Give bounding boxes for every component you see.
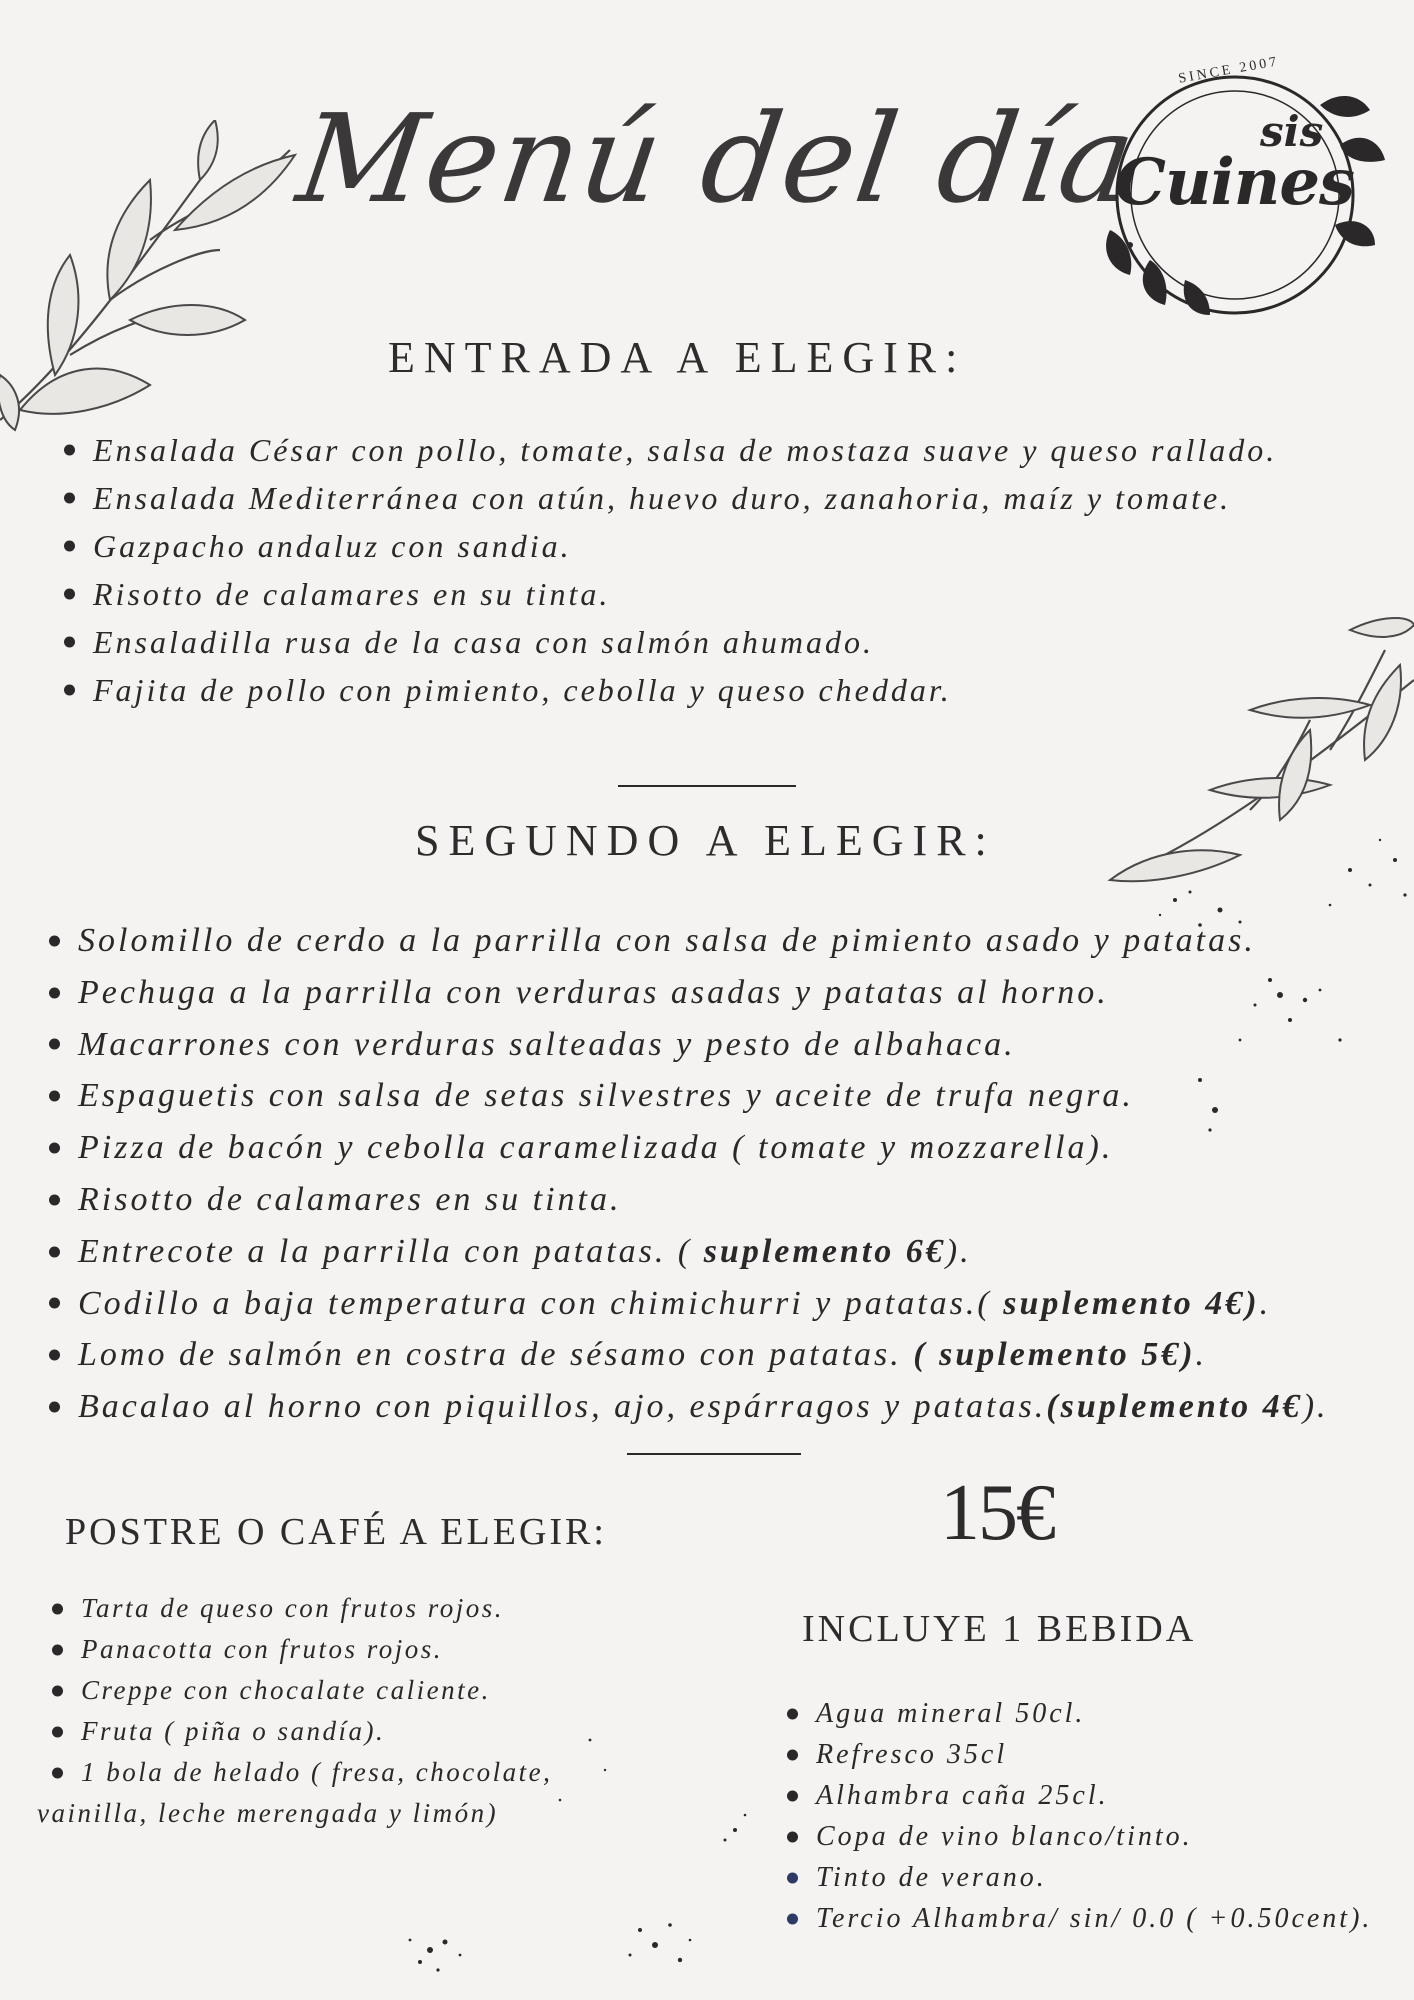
list-item: Creppe con chocalate caliente. — [81, 1670, 552, 1711]
list-item: Panacotta con frutos rojos. — [81, 1629, 552, 1670]
list-item: Alhambra caña 25cl. — [816, 1775, 1372, 1816]
item-tail: ). — [1302, 1388, 1329, 1426]
list-item: Ensaladilla rusa de la casa con salmón ahumado. — [93, 618, 1277, 666]
list-item — [78, 1329, 1329, 1381]
supplement: suplemento 6€ — [703, 1232, 946, 1270]
item-text: Bacalao al horno con piquillos, ajo, espárragos y patatas. — [78, 1388, 1047, 1426]
list-item: Refresco 35cl — [816, 1734, 1372, 1775]
list-item — [78, 915, 1329, 967]
divider — [618, 785, 796, 787]
list-item: Tinto de verano. — [816, 1857, 1372, 1898]
menu-price: 15€ — [940, 1469, 1054, 1557]
list-item: Fajita de pollo con pimiento, cebolla y queso cheddar. — [93, 666, 1277, 714]
item-text: Macarrones con verduras salteadas y pesto de albahaca. — [78, 1025, 1016, 1063]
segundo-list — [78, 915, 1329, 1433]
entrada-heading: ENTRADA A ELEGIR: — [388, 333, 967, 382]
list-item: Gazpacho andaluz con sandia. — [93, 522, 1277, 570]
postre-list — [37, 1588, 553, 1834]
item-tail: . — [1195, 1336, 1208, 1374]
item-tail: ). — [945, 1232, 972, 1270]
leaf-branch-top-left — [0, 120, 300, 440]
logo-name: Cuines — [1115, 145, 1355, 220]
list-item: Ensalada Mediterránea con atún, huevo duro, zanahoria, maíz y tomate. — [93, 474, 1277, 522]
list-item: 1 bola de helado ( fresa, chocolate, — [81, 1752, 552, 1793]
item-text: Espaguetis con salsa de setas silvestres y aceite de trufa negra. — [78, 1077, 1134, 1115]
list-item-continuation: vainilla, leche merengada y limón) — [37, 1798, 499, 1828]
item-text: Pizza de bacón y cebolla caramelizada ( tomate y mozzarella). — [78, 1129, 1114, 1167]
list-item — [78, 1278, 1329, 1330]
list-item: Copa de vino blanco/tinto. — [816, 1816, 1372, 1857]
list-item: Ensalada César con pollo, tomate, salsa de mostaza suave y queso rallado. — [93, 426, 1277, 474]
entrada-list — [93, 426, 1277, 714]
list-item — [78, 967, 1329, 1019]
list-item — [78, 1122, 1329, 1174]
list-item — [78, 1381, 1329, 1433]
restaurant-logo — [1070, 45, 1390, 345]
list-item — [78, 1070, 1329, 1122]
bebida-list — [816, 1693, 1372, 1939]
item-text: Codillo a baja temperatura con chimichurri y patatas.( — [78, 1284, 1004, 1322]
item-text: Entrecote a la parrilla con patatas. ( — [78, 1232, 704, 1270]
list-item — [78, 1019, 1329, 1071]
page-title: Menú del día — [290, 88, 1145, 230]
logo-since-text: SINCE 2007 — [1177, 54, 1281, 87]
divider — [627, 1453, 801, 1455]
list-item: Risotto de calamares en su tinta. — [93, 570, 1277, 618]
item-text: Lomo de salmón en costra de sésamo con patatas. — [78, 1336, 914, 1374]
supplement: ( suplemento 5€) — [913, 1336, 1196, 1374]
list-item — [78, 1174, 1329, 1226]
item-tail: . — [1259, 1284, 1272, 1322]
list-item: Fruta ( piña o sandía). — [81, 1711, 552, 1752]
postre-heading: POSTRE O CAFÉ A ELEGIR: — [65, 1511, 607, 1553]
item-text: Pechuga a la parrilla con verduras asadas y patatas al horno. — [78, 973, 1109, 1011]
segundo-heading: SEGUNDO A ELEGIR: — [415, 816, 996, 865]
logo-prefix: sis — [1260, 107, 1324, 156]
supplement: (suplemento 4€ — [1046, 1388, 1303, 1426]
list-item — [78, 1226, 1329, 1278]
list-item: Agua mineral 50cl. — [816, 1693, 1372, 1734]
list-item: Tarta de queso con frutos rojos. — [81, 1588, 552, 1629]
bebida-heading: INCLUYE 1 BEBIDA — [802, 1608, 1197, 1650]
item-text: Risotto de calamares en su tinta. — [78, 1180, 622, 1218]
list-item: Tercio Alhambra/ sin/ 0.0 ( +0.50cent). — [816, 1898, 1372, 1939]
item-text: Solomillo de cerdo a la parrilla con salsa de pimiento asado y patatas. — [78, 922, 1256, 959]
supplement: suplemento 4€) — [1003, 1284, 1260, 1322]
